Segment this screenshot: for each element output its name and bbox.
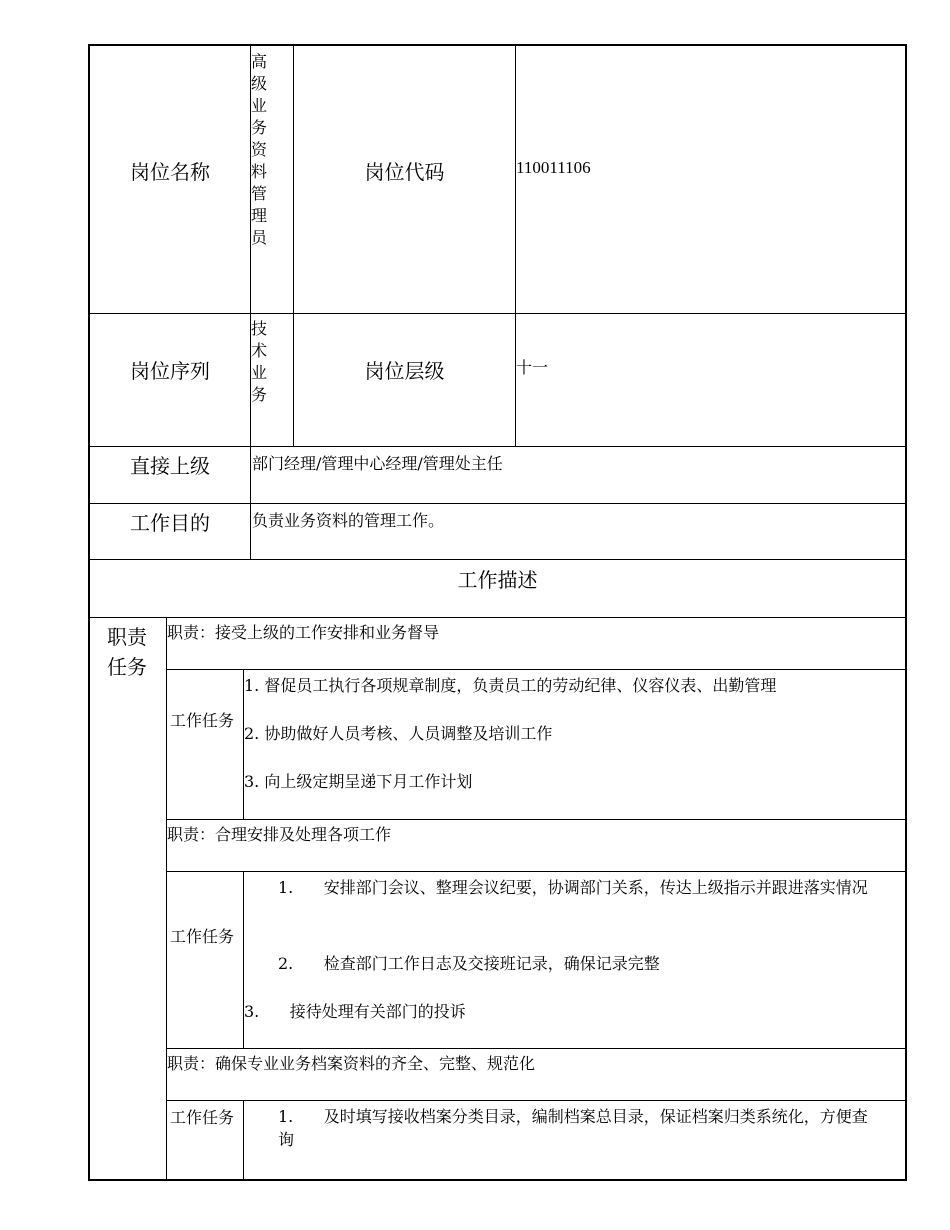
post-level-value: 十一 — [516, 358, 549, 377]
post-name-label: 岗位名称 — [130, 159, 210, 184]
task-item: 1. 安排部门会议、整理会议纪要，协调部门关系，传达上级指示并跟进落实情况 — [278, 878, 868, 897]
task-label: 工作任务 — [170, 927, 235, 946]
task-item: 2. 检查部门工作日志及交接班记录，确保记录完整 — [278, 954, 660, 973]
col-divider — [166, 617, 167, 1181]
purpose-label: 工作目的 — [130, 510, 210, 535]
row-divider — [166, 1100, 907, 1101]
duty-title: 职责：合理安排及处理各项工作 — [167, 825, 392, 844]
row-divider — [166, 871, 907, 872]
duty-title: 职责：确保专业业务档案资料的齐全、完整、规范化 — [167, 1054, 536, 1073]
row-divider — [166, 669, 907, 670]
task-item: 2. 协助做好人员考核、人员调整及培训工作 — [244, 724, 553, 743]
border-bottom — [88, 1179, 907, 1181]
col-divider — [515, 44, 516, 446]
supervisor-value: 部门经理/管理中心经理/管理处主任 — [252, 454, 503, 473]
purpose-value: 负责业务资料的管理工作。 — [252, 511, 445, 530]
task-label: 工作任务 — [170, 1108, 235, 1127]
task-item: 3. 向上级定期呈递下月工作计划 — [244, 772, 473, 791]
post-level-label: 岗位层级 — [364, 358, 445, 383]
post-series-label: 岗位序列 — [130, 358, 210, 383]
task-item: 3. 接待处理有关部门的投诉 — [244, 1002, 466, 1021]
post-name-value: 高级业务资料管理员 — [251, 52, 268, 247]
post-code-label: 岗位代码 — [364, 159, 445, 184]
description-title: 工作描述 — [457, 567, 538, 592]
row-divider — [166, 1048, 907, 1049]
col-divider — [243, 1100, 244, 1181]
post-code-value: 110011106 — [516, 158, 591, 177]
duty-title: 职责：接受上级的工作安排和业务督导 — [167, 623, 440, 642]
task-label: 工作任务 — [170, 711, 235, 730]
task-item: 1. 及时填写接收档案分类目录，编制档案总目录，保证档案归类系统化，方便查询 — [278, 1107, 868, 1149]
row-divider — [88, 617, 907, 618]
task-item: 1. 督促员工执行各项规章制度，负责员工的劳动纪律、仪容仪表、出勤管理 — [244, 676, 777, 695]
row-divider — [166, 819, 907, 820]
border-right — [905, 44, 907, 1181]
post-series-value: 技术业务 — [251, 319, 268, 404]
supervisor-label: 直接上级 — [130, 453, 210, 478]
duties-label: 职责任务 — [107, 625, 147, 679]
